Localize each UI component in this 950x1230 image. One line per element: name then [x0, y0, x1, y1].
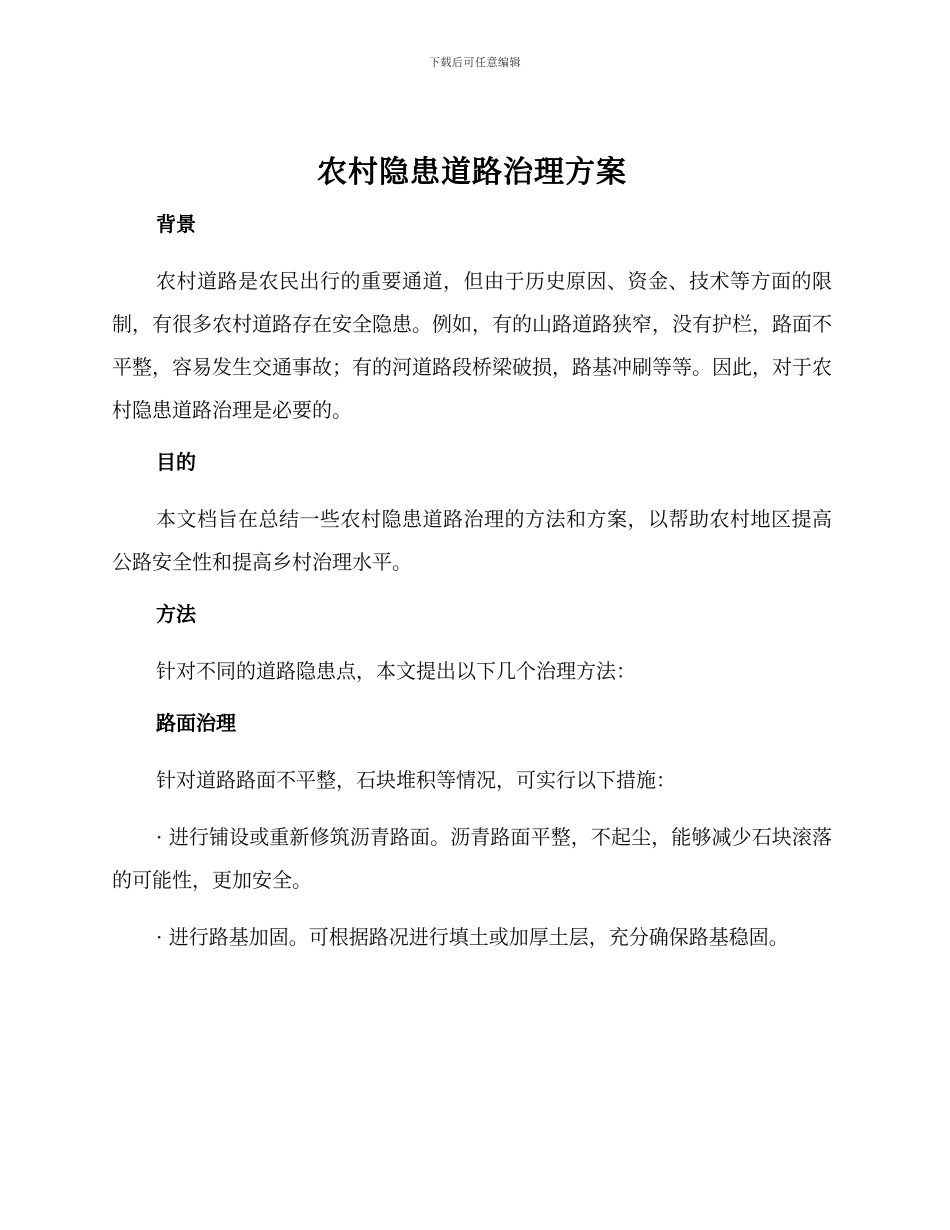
- road-surface-intro: 针对道路路面不平整，石块堆积等情况，可实行以下措施：: [156, 768, 676, 792]
- section-heading-purpose: 目的: [156, 450, 196, 474]
- section-heading-background: 背景: [156, 212, 196, 236]
- background-paragraph: 农村道路是农民出行的重要通道，但由于历史原因、资金、技术等方面的限制，有很多农村道路存在安全隐患。例如，有的山路道路狭窄，没有护栏，路面不平整，容易发生交通事故；有的河道路段桥梁破损，路基冲刷等等。因此，对于农村隐患道路治理是必要的。: [112, 269, 832, 422]
- document-body: [112, 150, 832, 959]
- document-title: 农村隐患道路治理方案: [317, 155, 627, 190]
- section-heading-method: 方法: [156, 602, 196, 626]
- road-surface-bullet-subgrade: · 进行路基加固。可根据路况进行填土或加厚土层，充分确保路基稳固。: [156, 925, 789, 949]
- purpose-paragraph: 本文档旨在总结一些农村隐患道路治理的方法和方案，以帮助农村地区提高公路安全性和提高乡村治理水平。: [112, 507, 832, 574]
- method-paragraph: 针对不同的道路隐患点，本文提出以下几个治理方法：: [156, 659, 636, 683]
- road-surface-bullet-asphalt: · 进行铺设或重新修筑沥青路面。沥青路面平整，不起尘，能够减少石块滚落的可能性，更加安全。: [112, 825, 832, 892]
- page-header-note: 下载后可任意编辑: [429, 56, 521, 69]
- section-heading-road-surface: 路面治理: [156, 711, 236, 735]
